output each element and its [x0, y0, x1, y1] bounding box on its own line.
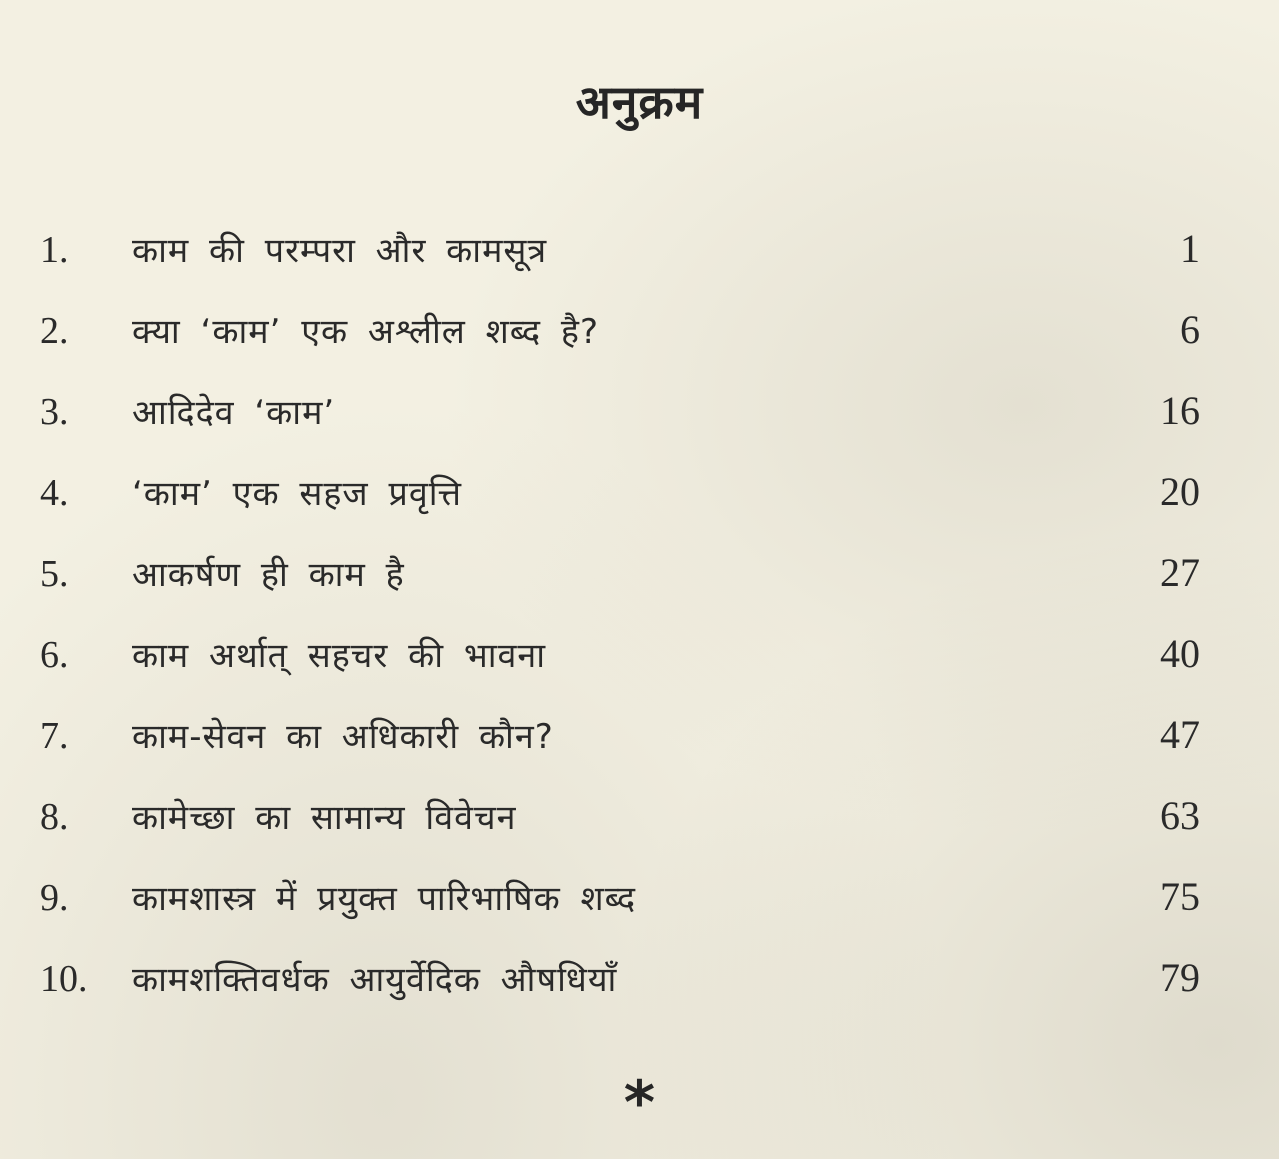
- toc-entry-number: 7.: [40, 715, 69, 757]
- toc-entry: [40, 549, 1200, 630]
- toc-entry: [40, 306, 1200, 387]
- toc-entry: [40, 711, 1200, 792]
- toc-entry-page: 47: [1160, 712, 1200, 757]
- toc-entry-title: कामेच्छा का सामान्य विवेचन: [132, 798, 517, 838]
- toc-entry-title: आदिदेव ‘काम’: [132, 393, 336, 433]
- toc-entry: [40, 468, 1200, 549]
- toc-entry-title: कामशक्तिवर्धक आयुर्वेदिक औषधियाँ: [132, 960, 618, 1000]
- toc-entry-page: 16: [1160, 388, 1200, 433]
- toc-entry-number: 6.: [40, 634, 69, 676]
- toc-entry-page: 63: [1160, 793, 1200, 838]
- toc-entry-page: 27: [1160, 550, 1200, 595]
- toc-entry-number: 9.: [40, 877, 69, 919]
- toc-entry-title: काम की परम्परा और कामसूत्र: [132, 231, 548, 271]
- toc-entry: [40, 630, 1200, 711]
- toc-entry-number: 10.: [40, 958, 88, 1000]
- toc-entry-title: ‘काम’ एक सहज प्रवृत्ति: [132, 474, 463, 514]
- toc-entry-page: 79: [1160, 955, 1200, 1000]
- toc-entry: [40, 225, 1200, 306]
- page-title: अनुक्रम: [575, 75, 704, 129]
- toc-entry-title: आकर्षण ही काम है: [132, 555, 405, 595]
- toc-entry: [40, 954, 1200, 1035]
- end-ornament: *: [623, 1068, 656, 1138]
- toc-entry-title: काम-सेवन का अधिकारी कौन?: [132, 717, 554, 757]
- toc-entry-page: 1: [1180, 226, 1200, 271]
- toc-entry-page: 20: [1160, 469, 1200, 514]
- toc-entry-title: काम अर्थात् सहचर की भावना: [132, 636, 547, 676]
- toc-entry-title: कामशास्त्र में प्रयुक्त पारिभाषिक शब्द: [132, 879, 637, 919]
- toc-entry: [40, 792, 1200, 873]
- toc-entry-number: 3.: [40, 391, 69, 433]
- toc-entry-page: 40: [1160, 631, 1200, 676]
- toc-entry-page: 6: [1180, 307, 1200, 352]
- toc-entry-number: 2.: [40, 310, 69, 352]
- toc-entry-title: क्या ‘काम’ एक अश्लील शब्द है?: [132, 312, 600, 352]
- toc-entry-number: 8.: [40, 796, 69, 838]
- toc-entry-number: 1.: [40, 229, 69, 271]
- toc-entry-page: 75: [1160, 874, 1200, 919]
- toc-entry: [40, 873, 1200, 954]
- table-of-contents: [40, 225, 1200, 1035]
- toc-entry: [40, 387, 1200, 468]
- toc-entry-number: 5.: [40, 553, 69, 595]
- toc-entry-number: 4.: [40, 472, 69, 514]
